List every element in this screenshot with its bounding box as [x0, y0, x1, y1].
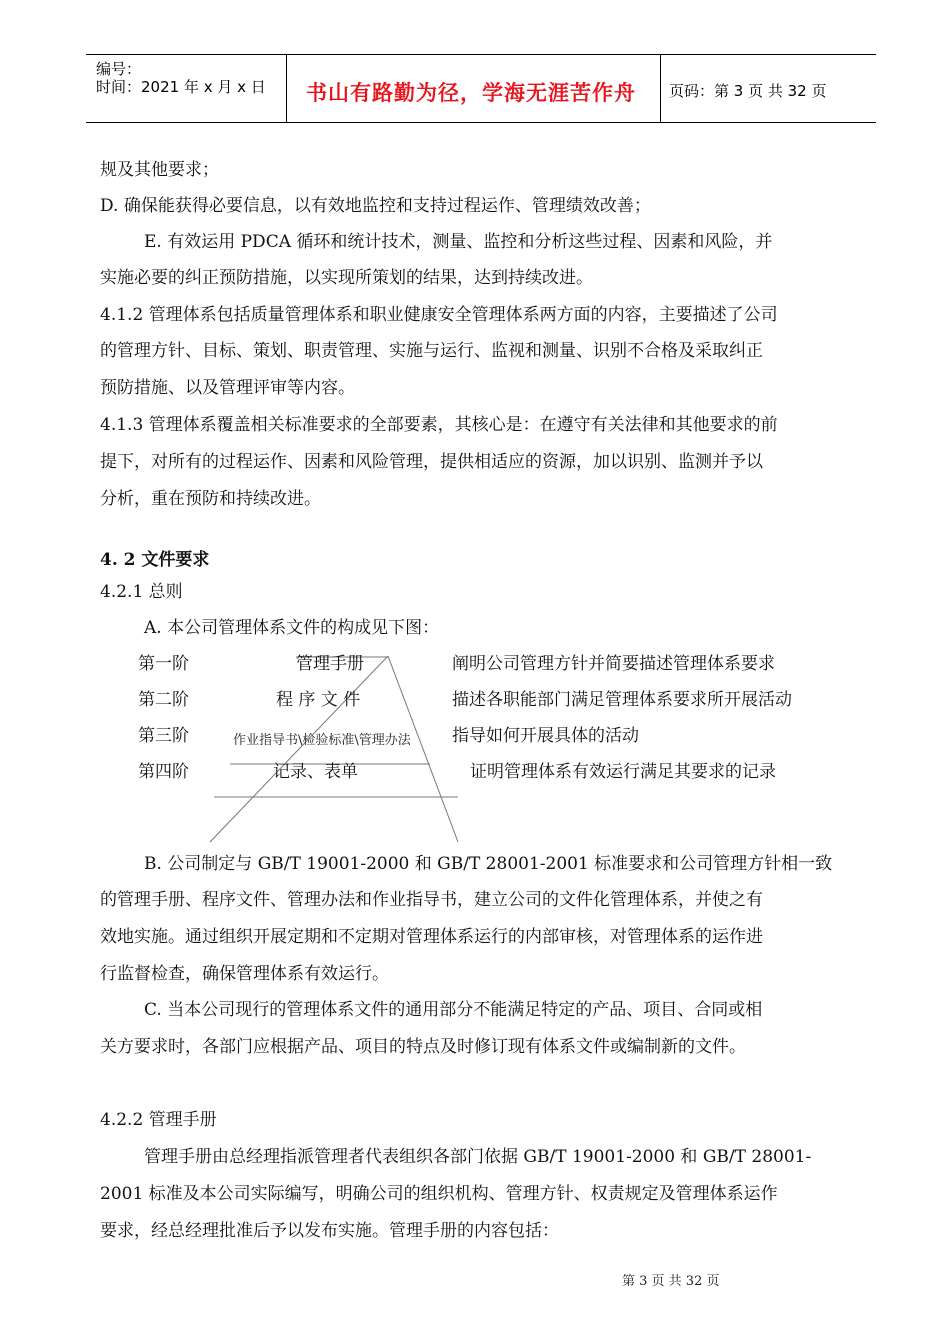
document-date: 时间：2021 年 x 月 x 日	[96, 78, 266, 96]
paragraph-line: 提下，对所有的过程运作、因素和风险管理，提供相适应的资源，加以识别、监测并予以	[100, 452, 763, 472]
paragraph-line: 要求，经总经理批准后予以发布实施。管理手册的内容包括：	[100, 1221, 559, 1241]
tier-document-name: 程 序 文 件	[276, 690, 361, 710]
document-number-label: 编号：	[96, 60, 142, 78]
tier-level-label: 第四阶	[138, 762, 189, 782]
paragraph-line: 管理手册由总经理指派管理者代表组织各部门依据 GB/T 19001-2000 和 GB/T 28001-	[144, 1147, 812, 1167]
paragraph-4-1-3: 4.1.3 管理体系覆盖相关标准要求的全部要素，其核心是：在遵守有关法律和其他要求的前	[100, 415, 778, 435]
paragraph-line: 行监督检查，确保管理体系有效运行。	[100, 964, 389, 984]
tier-description: 描述各职能部门满足管理体系要求所开展活动	[452, 690, 792, 710]
pyramid-outline	[200, 656, 480, 846]
paragraph-line: 的管理方针、目标、策划、职责管理、实施与运行、监视和测量、识别不合格及采取纠正	[100, 341, 763, 361]
tier-document-name: 记录、表单	[273, 762, 358, 782]
paragraph-line: 的管理手册、程序文件、管理办法和作业指导书，建立公司的文件化管理体系，并使之有	[100, 890, 763, 910]
header-top-rule	[86, 54, 876, 55]
list-item-c: C. 当本公司现行的管理体系文件的通用部分不能满足特定的产品、项目、合同或相	[144, 1000, 763, 1020]
tier-level-label: 第二阶	[138, 690, 189, 710]
paragraph-line: 效地实施。通过组织开展定期和不定期对管理体系运行的内部审核，对管理体系的运作进	[100, 927, 763, 947]
header-divider	[660, 54, 661, 122]
header-bottom-rule	[86, 122, 876, 123]
subsection-heading-4-2-2: 4.2.2 管理手册	[100, 1110, 217, 1130]
tier-document-name: 管理手册	[296, 654, 364, 674]
list-item-d: D. 确保能获得必要信息，以有效地监控和支持过程运作、管理绩效改善；	[100, 196, 651, 216]
tier-level-label: 第一阶	[138, 654, 189, 674]
tier-document-name: 作业指导书\检验标准\管理办法	[233, 733, 411, 748]
paragraph-line: 规及其他要求；	[100, 160, 219, 180]
list-item-e: E. 有效运用 PDCA 循环和统计技术，测量、监控和分析这些过程、因素和风险，并	[144, 232, 773, 252]
tier-description: 阐明公司管理方针并简要描述管理体系要求	[452, 654, 775, 674]
section-heading-4-2: 4. 2 文件要求	[100, 550, 210, 570]
subsection-heading-4-2-1: 4.2.1 总则	[100, 582, 183, 602]
list-item-b: B. 公司制定与 GB/T 19001-2000 和 GB/T 28001-2001 标准要求和公司管理方针相一致	[144, 854, 833, 874]
paragraph-line: 2001 标准及本公司实际编写，明确公司的组织机构、管理方针、权责规定及管理体系运作	[100, 1184, 778, 1204]
tier-description: 证明管理体系有效运行满足其要求的记录	[470, 762, 776, 782]
paragraph-line: 预防措施、以及管理评审等内容。	[100, 378, 355, 398]
paragraph-4-1-2: 4.1.2 管理体系包括质量管理体系和职业健康安全管理体系两方面的内容，主要描述了公司	[100, 305, 778, 325]
header-divider	[286, 54, 287, 122]
tier-level-label: 第三阶	[138, 726, 189, 746]
list-item-a: A. 本公司管理体系文件的构成见下图：	[144, 618, 440, 638]
header-motto: 书山有路勤为径，学海无涯苦作舟	[306, 81, 636, 105]
header-page-info: 页码：第 3 页 共 32 页	[669, 82, 827, 100]
paragraph-line: 实施必要的纠正预防措施，以实现所策划的结果，达到持续改进。	[100, 268, 593, 288]
paragraph-line: 关方要求时，各部门应根据产品、项目的特点及时修订现有体系文件或编制新的文件。	[100, 1037, 746, 1057]
tier-description: 指导如何开展具体的活动	[452, 726, 639, 746]
paragraph-line: 分析，重在预防和持续改进。	[100, 489, 321, 509]
page-footer: 第 3 页 共 32 页	[622, 1274, 720, 1289]
